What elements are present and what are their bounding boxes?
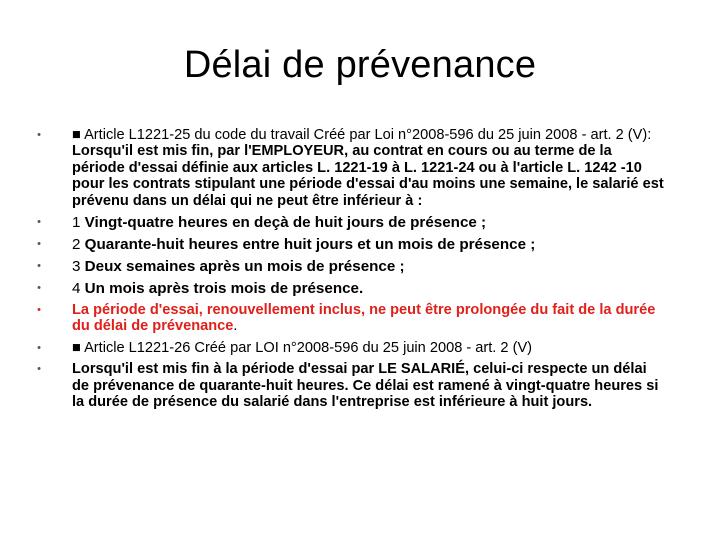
square-icon: ■ xyxy=(72,339,81,356)
article-text: Lorsqu'il est mis fin, par l'EMPLOYEUR, au contrat en cours ou au terme de la période d'essai définie aux articles L. 1221-19 à L. 1221-24 ou à l'article L. 1242 -10 pour les contrats stipulant une période d'essai d'au moins une semaine, le salarié est prévenu dans un délai qui ne peut être inférieur à : xyxy=(72,143,664,209)
item-number: 4 xyxy=(72,280,81,298)
list-item-note xyxy=(34,302,664,335)
slide-title: Délai de prévenance xyxy=(183,44,537,86)
item-number: 1 xyxy=(72,214,81,232)
bullet-icon: • xyxy=(37,129,41,141)
list-item-4 xyxy=(34,280,664,298)
list-item-employee xyxy=(34,361,664,410)
bullet-icon: • xyxy=(37,341,41,354)
bullet-icon: • xyxy=(37,216,41,229)
item-text: Vingt-quatre heures en deçà de huit jours de présence ; xyxy=(80,214,487,232)
note-period: . xyxy=(233,318,238,335)
article-text: Lorsqu'il est mis fin à la période d'essai par LE SALARIÉ, celui-ci respecte un délai de prévenance de quarante-huit heures. Ce délai est ramené à vingt-quatre heures si la durée de présence du salarié dans l'entreprise est inférieure à huit jours. xyxy=(72,361,659,411)
square-icon: ■ xyxy=(72,127,81,143)
article-reference: Article L1221-25 du code du travail Créé par Loi n°2008-596 du 25 juin 2008 - art. 2 (V): xyxy=(84,127,652,143)
list-item-2 xyxy=(34,236,664,254)
note-text: La période d'essai, renouvellement inclus, ne peut être prolongée du fait de la durée du délai de prévenance xyxy=(72,302,656,335)
bullet-list xyxy=(34,127,664,415)
list-item-article-l1221-25 xyxy=(34,127,664,209)
item-text: Quarante-huit heures entre huit jours et un mois de présence ; xyxy=(80,236,536,254)
item-number: 2 xyxy=(72,236,81,254)
article-reference: Article L1221-26 Créé par LOI n°2008-596 du 25 juin 2008 - art. 2 (V) xyxy=(84,339,533,356)
item-text: Deux semaines après un mois de présence ; xyxy=(80,258,405,276)
bullet-icon: • xyxy=(37,363,41,376)
bullet-icon: • xyxy=(37,238,41,251)
bullet-icon: • xyxy=(37,304,41,317)
list-item-3 xyxy=(34,258,664,276)
list-item-1 xyxy=(34,214,664,232)
item-text: Un mois après trois mois de présence. xyxy=(80,280,364,298)
list-item-article-l1221-26 xyxy=(34,340,664,356)
bullet-icon: • xyxy=(37,282,41,295)
bullet-icon: • xyxy=(37,260,41,273)
item-number: 3 xyxy=(72,258,81,276)
